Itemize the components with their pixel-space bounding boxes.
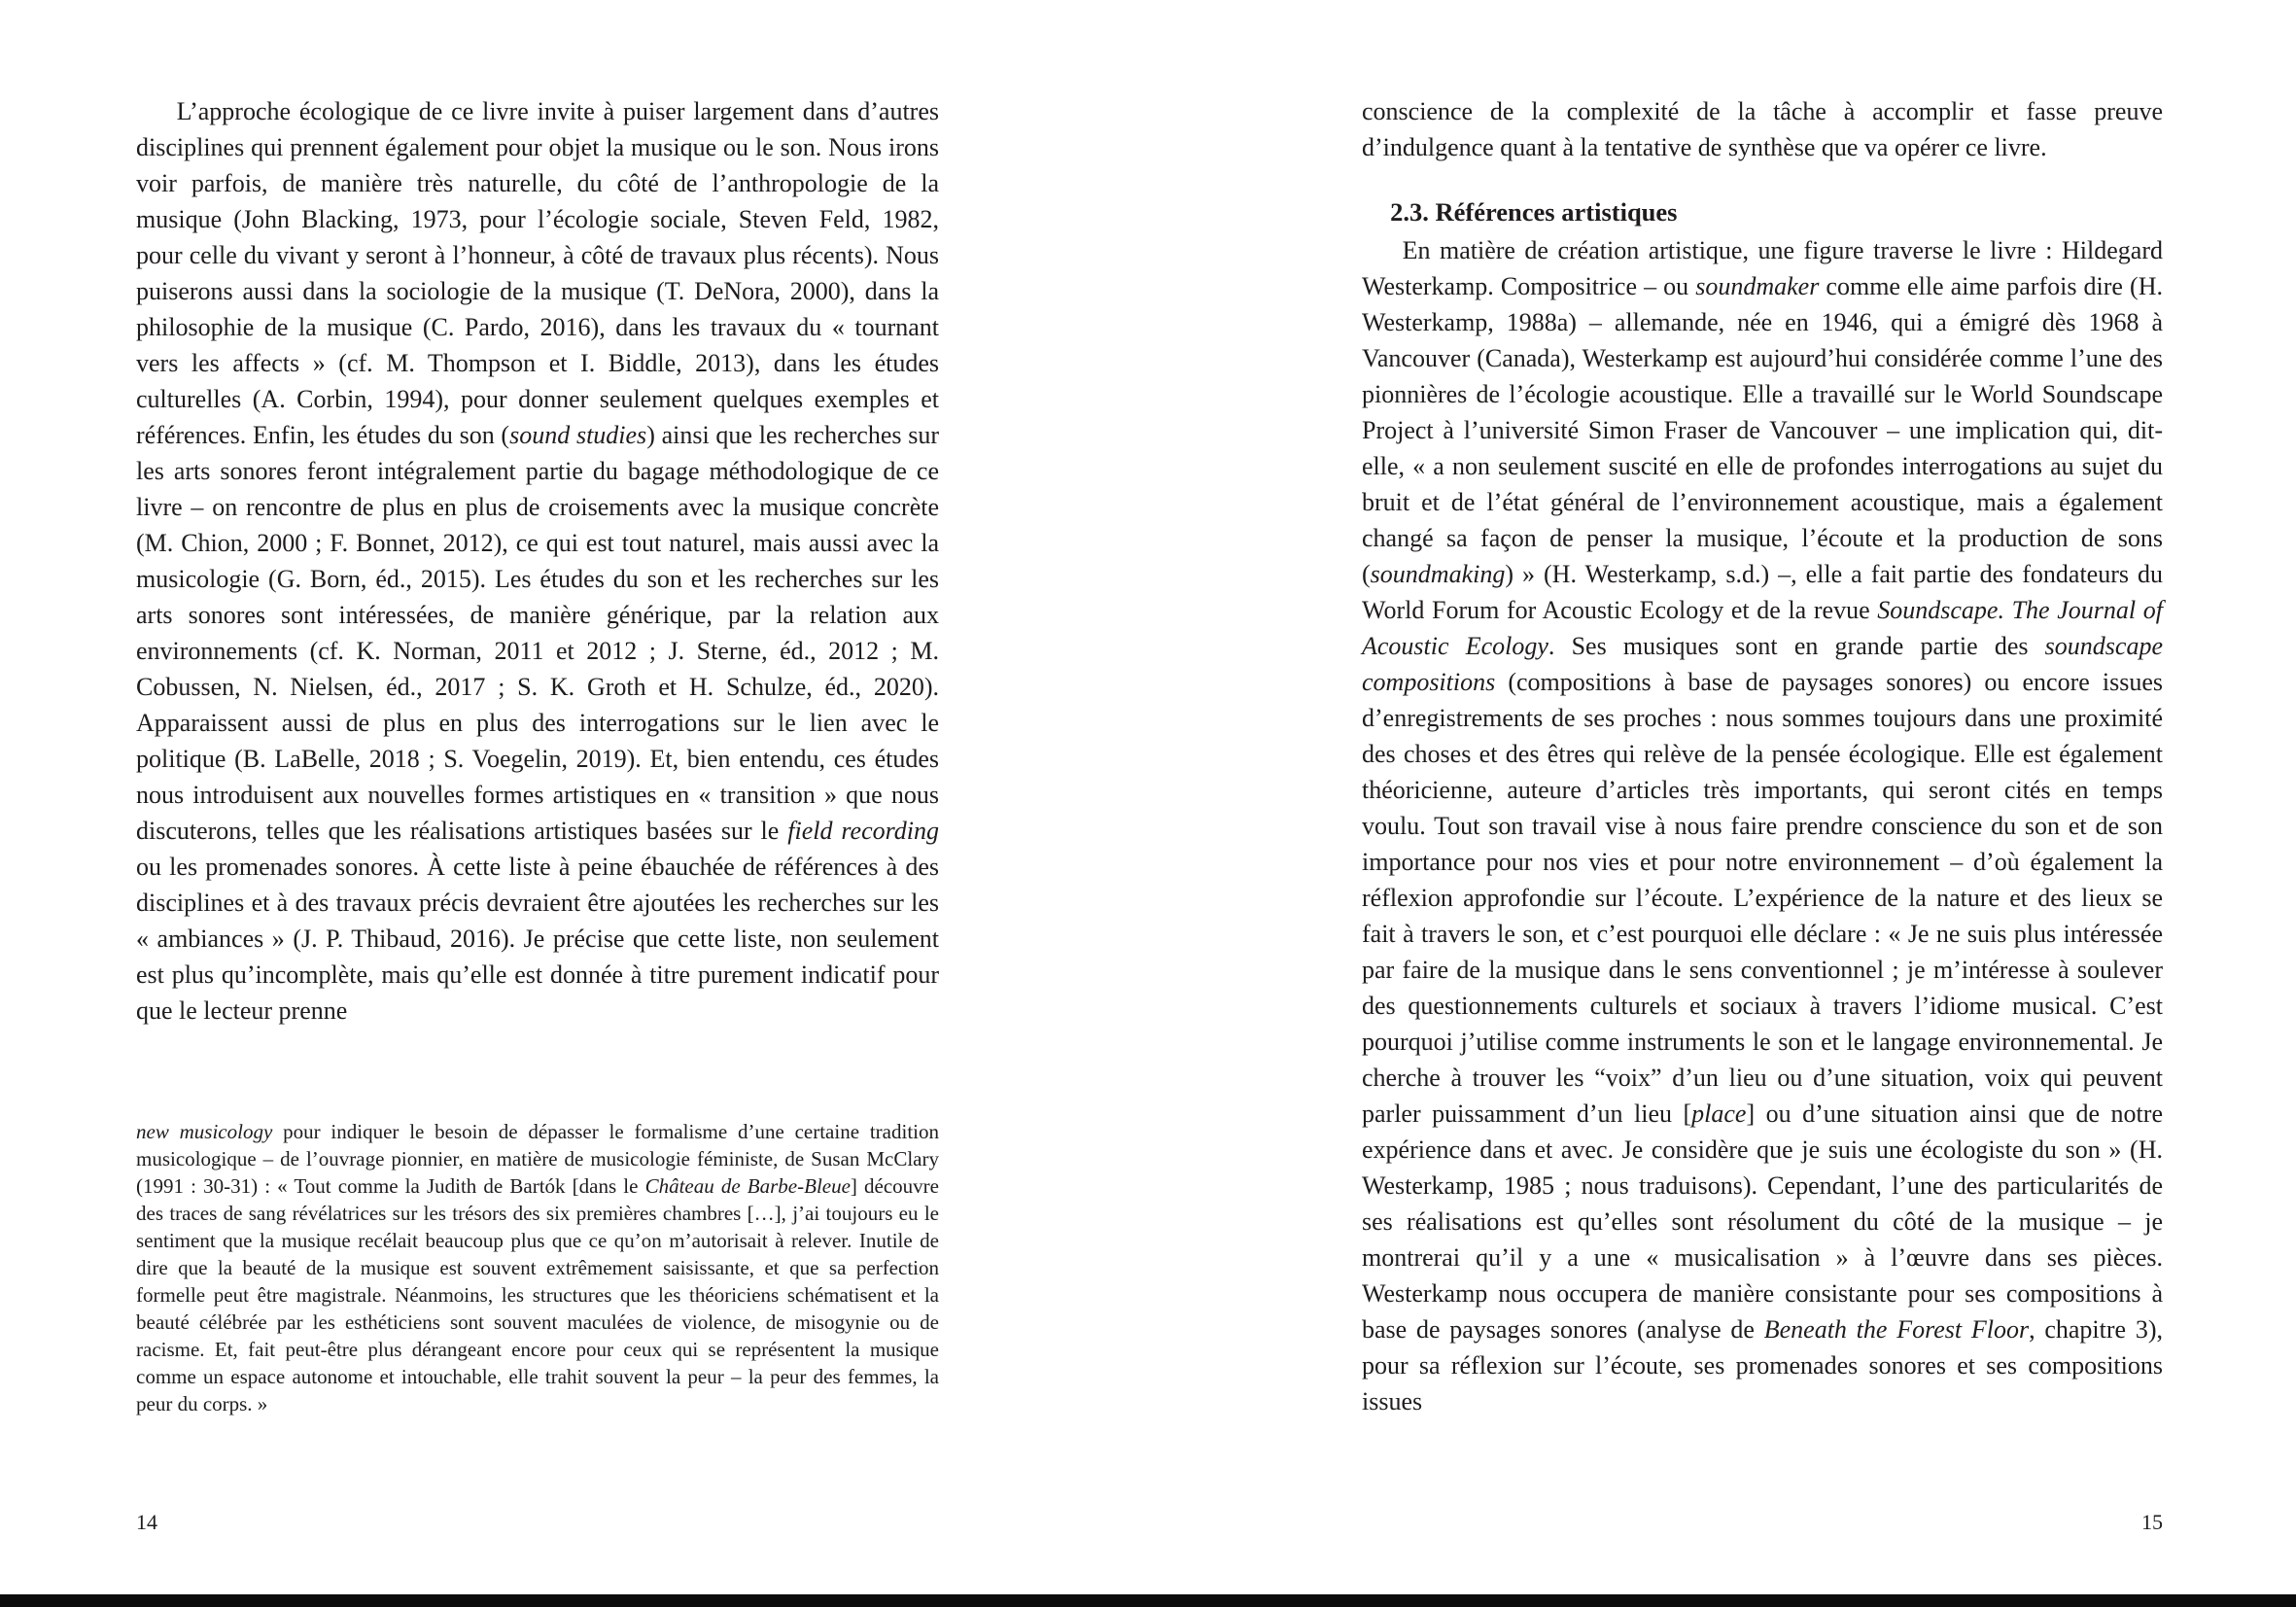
- footnote-paragraph: [136, 1118, 939, 1417]
- text-run: new musicology: [136, 1120, 273, 1143]
- page-number-right: 15: [2141, 1510, 2163, 1534]
- paragraph: [136, 93, 939, 1029]
- text-run: Beneath the Forest Floor: [1763, 1315, 2030, 1344]
- text-run: (compositions à base de paysages sonores) ou encore issues d’enregistrements de ses proches : nous sommes toujours dans une proximité des choses et des êtres qui relève de la pensée écologique. Elle est également théoricienne, auteure d’articles très importants, qui seront cités en temps voulu. Tout son travail vise à nous faire prendre conscience du son et de son importance pour nos vies et pour notre environnement – d’où également la réflexion approfondie sur l’écoute. L’expérience de la nature et des lieux se fait à travers le son, et c’est pourquoi elle déclare : « Je ne suis plus intéressée par faire de la musique dans le sens conventionnel ; je m’intéresse à soulever des questionnements culturels et sociaux à travers l’idiome musical. C’est pourquoi j’utilise comme instruments le son et le langage environnemental. Je cherche à trouver les “voix” d’un lieu ou d’une situation, voix qui peuvent parler puissamment d’un lieu [: [1362, 668, 2163, 1128]
- paragraph: [1362, 232, 2163, 1419]
- text-run: ] découvre des traces de sang révélatrices sur les trésors des six premières chambres […], j’ai toujours eu le sentiment que la musique recélait beaucoup plus que ce qu’on m’autorisait à relever. Inutile de dire que la beauté de la musique est souvent extrêmement saisissante, et que sa perfection formelle peut être magistrale. Néanmoins, les structures que les théoriciens schématisent et la beauté célébrée par les esthéticiens sont souvent maculées de violence, de misogynie ou de racisme. Et, fait peut-être plus dérangeant encore pour ceux qui se représentent la musique comme un espace autonome et intouchable, elle trahit souvent la peur – la peur des femmes, la peur du corps. »: [136, 1174, 939, 1415]
- text-run: field recording: [787, 817, 939, 845]
- text-run: . Ses musiques sont en grande partie des: [1548, 632, 2045, 660]
- text-run: En matière de création artistique, une figure traverse le livre : Hildegard Westerkamp. Compositrice – ou: [1362, 236, 2163, 300]
- text-run: pour indiquer le besoin de dépasser le formalisme d’une certaine tradition musicologique – de l’ouvrage pionnier, en matière de musicologie féministe, de Susan McClary (1991 : 30-31) : « Tout comme la Judith de Bartók [dans le: [136, 1120, 939, 1198]
- text-run: comme elle aime parfois dire (H. Westerkamp, 1988a) – allemande, née en 1946, qui a émigré dès 1968 à Vancouver (Canada), Westerkamp est aujourd’hui considérée comme l’une des pionnières de l’écologie acoustique. Elle a travaillé sur le World Soundscape Project à l’université Simon Fraser de Vancouver – une implication qui, dit-elle, « a non seulement suscité en elle de profondes interrogations au sujet du bruit et de l’état général de l’environnement acoustique, mais a également changé sa façon de penser la musique, l’écoute et la production de sons (: [1362, 272, 2163, 588]
- text-run: soundmaking: [1370, 560, 1506, 588]
- right-body-text: [1362, 93, 2163, 1419]
- text-run: Soundscape. The Journal of Acoustic Ecology: [1362, 596, 2163, 660]
- text-run: place: [1691, 1100, 1747, 1128]
- left-body-text: [136, 93, 939, 1029]
- text-run: ou les promenades sonores. À cette liste à peine ébauchée de références à des disciplines et à des travaux précis devraient être ajoutées les recherches sur les « ambiances » (J. P. Thibaud, 2016). Je précise que cette liste, non seulement est plus qu’incomplète, mais qu’elle est donnée à titre purement indicatif pour que le lecteur prenne: [136, 853, 939, 1025]
- text-run: L’approche écologique de ce livre invite à puiser largement dans d’autres disciplines qui prennent également pour objet la musique ou le son. Nous irons voir parfois, de manière très naturelle, du côté de l’anthropologie de la musique (John Blacking, 1973, pour l’écologie sociale, Steven Feld, 1982, pour celle du vivant y seront à l’honneur, à côté de travaux plus récents). Nous puiserons aussi dans la sociologie de la musique (T. DeNora, 2000), dans la philosophie de la musique (C. Pardo, 2016), dans les travaux du « tournant vers les affects » (cf. M. Thompson et I. Biddle, 2013), dans les études culturelles (A. Corbin, 1994), pour donner seulement quelques exemples et références. Enfin, les études du son (: [136, 97, 939, 449]
- text-run: soundmaker: [1695, 272, 1820, 300]
- page-number-left: 14: [136, 1510, 157, 1534]
- text-run: , chapitre 3), pour sa réflexion sur l’écoute, ses promenades sonores et ses compositions issues: [1362, 1315, 2163, 1415]
- footnote: [136, 1118, 939, 1417]
- page-right: [1148, 0, 2296, 1607]
- text-run: ) » (H. Westerkamp, s.d.) –, elle a fait partie des fondateurs du World Forum for Acoustic Ecology et de la revue: [1362, 560, 2163, 624]
- paragraph: [1362, 93, 2163, 165]
- section-heading: 2.3. Références artistiques: [1390, 197, 1678, 227]
- text-run: ] ou d’une situation ainsi que de notre expérience dans et avec. Je considère que je suis une écologiste du son » (H. Westerkamp, 1985 ; nous traduisons). Cependant, l’une des particularités de ses réalisations est qu’elles sont résolument du côté de la musique – je montrerai qu’il y a une « musicalisation » à l’œuvre dans ses pièces. Westerkamp nous occupera de manière consistante pour ses compositions à base de paysages sonores (analyse de: [1362, 1100, 2163, 1344]
- text-run: Château de Barbe-Bleue: [644, 1174, 851, 1198]
- text-run: conscience de la complexité de la tâche à accomplir et fasse preuve d’indulgence quant à la tentative de synthèse que va opérer ce livre.: [1362, 97, 2163, 161]
- text-run: sound studies: [509, 421, 647, 449]
- text-run: ) ainsi que les recherches sur les arts sonores feront intégralement partie du bagage méthodologique de ce livre – on rencontre de plus en plus de croisements avec la musique concrète (M. Chion, 2000 ; F. Bonnet, 2012), ce qui est tout naturel, mais aussi avec la musicologie (G. Born, éd., 2015). Les études du son et les recherches sur les arts sonores sont intéressées, de manière générique, par la relation aux environnements (cf. K. Norman, 2011 et 2012 ; J. Sterne, éd., 2012 ; M. Cobussen, N. Nielsen, éd., 2017 ; S. K. Groth et H. Schulze, éd., 2020). Apparaissent aussi de plus en plus des interrogations sur le lien avec le politique (B. LaBelle, 2018 ; S. Voegelin, 2019). Et, bien entendu, ces études nous introduisent aux nouvelles formes artistiques en « transition » que nous discuterons, telles que les réalisations artistiques basées sur le: [136, 421, 939, 845]
- bottom-edge-bar: [0, 1594, 2296, 1607]
- text-run: soundscape compositions: [1362, 632, 2163, 696]
